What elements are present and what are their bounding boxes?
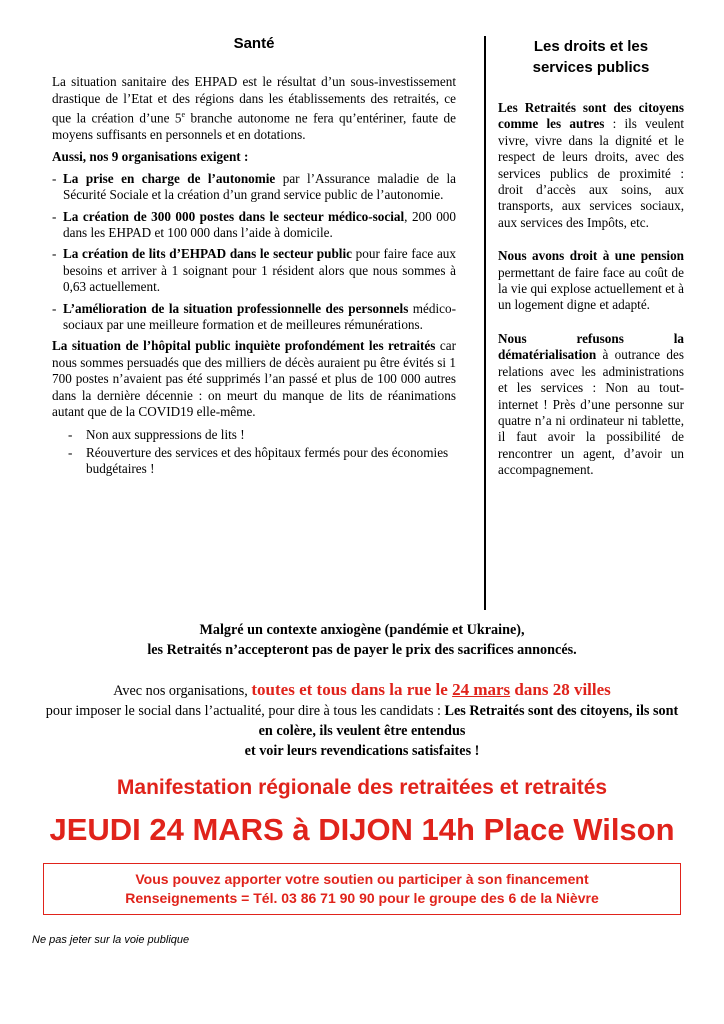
bottom-section bbox=[40, 620, 684, 915]
droits-paragraph-3: Nous refusons la dématérialisation à outrance des relations avec les administrations et les services : Non au tout-internet ! Près d’une personne sur quatre n’a ni ordinateur ni tablette, il faut avoir la possibilité de rencontrer un agent, d’avoir un accompagnement. bbox=[498, 330, 684, 478]
droits-paragraph-2: Nous avons droit à une pension permettant de faire face au coût de la vie qui explose actuellement et à un logement digne et adapté. bbox=[498, 248, 684, 313]
hospital-paragraph: La situation de l’hôpital public inquiète profondément les retraités car nous sommes persuadés que des milliers de décès auraient pu être évités si 1 700 postes n’avaient pas été supprimés l’an passé et plus de 100 000 autres dans la dernière décennie : on meurt du manque de lits de réanimations autant que de la COVID19 elle-même. bbox=[52, 338, 456, 420]
demand-item: - L’amélioration de la situation professionnelle des personnels médico-sociaux par une meilleure formation et de meilleures rémunérations. bbox=[52, 301, 456, 334]
hospital-item: - Réouverture des services et des hôpitaux fermés pour des économies budgétaires ! bbox=[68, 445, 456, 478]
sante-title: Santé bbox=[233, 35, 275, 52]
manifestation-title: Manifestation régionale des retraitées et retraités bbox=[116, 776, 608, 799]
hospital-list bbox=[52, 427, 456, 478]
column-divider bbox=[484, 36, 486, 610]
info-box-line-2: Renseignements = Tél. 03 86 71 90 90 pour le groupe des 6 de la Nièvre bbox=[125, 890, 599, 906]
hospital-item: - Non aux suppressions de lits ! bbox=[68, 427, 456, 443]
sante-column bbox=[52, 36, 456, 480]
info-box-line-1: Vous pouvez apporter votre soutien ou participer à son financement bbox=[135, 871, 589, 887]
footer-note: Ne pas jeter sur la voie publique bbox=[32, 934, 190, 946]
demands-list bbox=[52, 171, 456, 334]
droits-column bbox=[498, 36, 684, 496]
sante-lead: Aussi, nos 9 organisations exigent : bbox=[52, 149, 249, 165]
demand-item: - La création de lits d’EHPAD dans le secteur public pour faire face aux besoins et arriver à 1 soignant pour 1 résident alors que nous sommes à 0,63 actuellement. bbox=[52, 246, 456, 295]
call-to-action: Avec nos organisations, toutes et tous dans la rue le 24 mars dans 28 villes pour imposer le social dans l’actualité, pour dire à tous les candidats : Les Retraités sont des citoyens, ils sont en colère, ils veulent être entendus et voir leurs revendications satisfaites ! bbox=[45, 680, 679, 759]
demand-item: - La prise en charge de l’autonomie par l’Assurance maladie de la Sécurité Sociale et la création d’un grand service public de l’autonomie. bbox=[52, 171, 456, 204]
demand-item: - La création de 300 000 postes dans le secteur médico-social, 200 000 dans les EHPAD et 100 000 dans l’aide à domicile. bbox=[52, 209, 456, 242]
context-statement: Malgré un contexte anxiogène (pandémie et Ukraine), les Retraités n’accepteront pas de payer le prix des sacrifices annoncés. bbox=[147, 622, 577, 658]
event-title: JEUDI 24 MARS à DIJON 14h Place Wilson bbox=[49, 812, 675, 847]
info-box bbox=[43, 863, 681, 915]
sante-intro: La situation sanitaire des EHPAD est le résultat d’un sous-investissement drastique de l’Etat et des régions dans les établissements des retraités, ce que la création d’une 5e branche autonome ne fera qu’entériner, faute de moyens suffisants en personnels et en dotations. bbox=[52, 74, 456, 143]
droits-title: Les droits et les services publics bbox=[532, 38, 650, 76]
droits-paragraph-1: Les Retraités sont des citoyens comme les autres : ils veulent vivre, vivre dans la dignité et le respect de leurs droits, avec des services publics de proximité : droit d’accès aux soins, aux transports, aux services sociaux, aux services des Impôts, etc. bbox=[498, 100, 684, 230]
